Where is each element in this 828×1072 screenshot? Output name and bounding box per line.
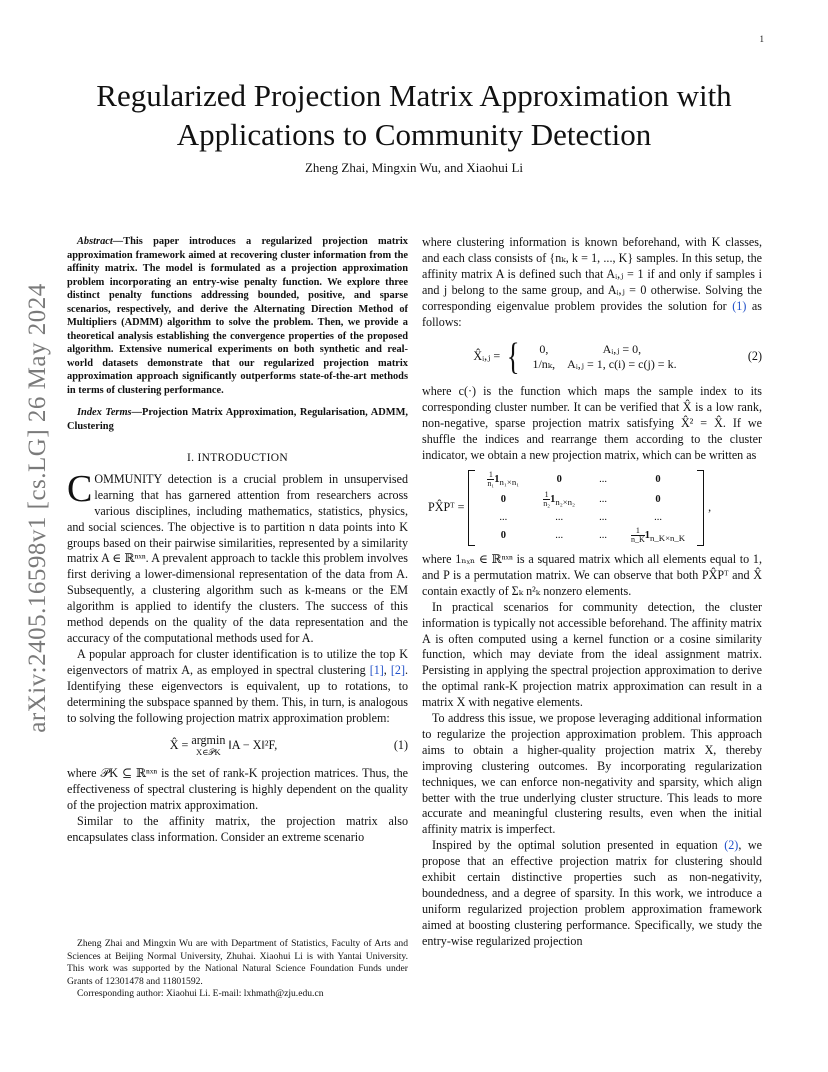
equation-1-tag: (1) — [393, 738, 408, 753]
matrix-cell: ... — [555, 529, 564, 541]
right-paragraph-3: where 1ₙₓₙ ∈ ℝⁿˣⁿ is a squared matrix which all elements equal to 1, and P is a permutation matrix. We can observe that both PX̂Pᵀ and X̂ contain exactly of Σₖ n²ₖ nonzero elements. — [422, 551, 762, 598]
matrix-cell: ... — [599, 529, 607, 541]
index-terms-text: Projection Matrix Approximation, Regularisation, ADMM, Clustering — [67, 407, 408, 432]
matrix-cell: ... — [555, 511, 564, 523]
matrix-table — [475, 470, 697, 546]
drop-cap: C — [67, 467, 93, 510]
matrix-cell: 0 — [500, 529, 506, 541]
index-terms-label: Index Terms— — [77, 407, 142, 418]
right-paragraph-1 — [422, 235, 762, 330]
page-number: 1 — [759, 34, 764, 44]
matrix-cell: ... — [654, 511, 662, 523]
equation-2-tag: (2) — [747, 349, 762, 364]
eq2-cases — [473, 336, 682, 379]
eq1-rhs: ‖A − X‖²F, — [228, 738, 278, 753]
equation-2 — [422, 336, 762, 379]
equation-2-body — [422, 336, 734, 379]
matrix-cell — [619, 526, 697, 546]
eq2-case-condition: Aᵢ,ⱼ = 0, — [602, 342, 642, 357]
intro-paragraph-1 — [67, 467, 408, 647]
eq2-case-row — [526, 357, 682, 372]
citation-2[interactable]: [2] — [390, 662, 405, 677]
right-column — [422, 235, 762, 950]
ones-symbol: 1 — [494, 473, 500, 485]
right-p1-text-b: as follows: — [422, 298, 762, 329]
eq1-subscript: X∈𝒫K — [196, 747, 221, 758]
arxiv-stamp — [14, 228, 62, 788]
eq2-case-condition: Aᵢ,ⱼ = 1, c(i) = c(j) = k. — [567, 357, 677, 372]
citation-separator: , — [383, 662, 391, 677]
section-heading-introduction: I. INTRODUCTION — [187, 452, 288, 464]
equation-ref-2[interactable]: (2) — [724, 838, 739, 853]
matrix-cell: 0 — [556, 473, 562, 485]
eq2-case-row — [526, 342, 682, 357]
intro-p1-text: OMMUNITY detection is a crucial problem in unsupervised learning that has garnered attention from researchers across various disciplines, including mathematics, statistics, physics, and social sciences. The objective is to partition n data points into K groups based on their pairwise similarities, represented by a similarity matrix A ∈ ℝⁿˣⁿ. A prevalent approach to tackle this problem involves first deriving a lower-dimensional representation of the data from A. Subsequently, a clustering algorithm such as k-means or the EM algorithm is applied to identify the clusters. The success of this method depends on the quality of the data representation and the accuracy of the computational methods used for A. — [67, 471, 408, 645]
footnote-corresponding-author: Corresponding author: Xiaohui Li. E-mail: lxhmath@zju.edu.cn — [77, 988, 324, 1000]
matrix-cell: 0 — [500, 493, 506, 505]
eq2-case-value: 0, — [539, 342, 549, 357]
ones-subscript: n₂×n₂ — [555, 496, 576, 507]
right-p6-text-b: , we propose that an effective projection matrix for clustering should exhibit certain distinctive properties such as non-negativity, boundedness, and a degree of sparsity. In this work, we introduce a uniform regularized projection problem approximation framework aimed at boosting clustering performance. Specifically, we study the entry-wise regularized projection — [422, 838, 763, 948]
fraction-denominator: n₂ — [543, 498, 551, 508]
authors: Zheng Zhai, Mingxin Wu, and Xiaohui Li — [304, 160, 524, 175]
fraction-denominator: n_K — [630, 534, 645, 544]
footnote-affiliations: Zheng Zhai and Mingxin Wu are with Department of Statistics, Faculty of Arts and Sciences at Beijing Normal University, Zhuhai. Xiaohui Li is with Yantai University. This work was supported by the National Natural Science Foundation Funds under Grants of 12301478 and 11801592. — [67, 938, 408, 987]
intro-p2-text-a: A popular approach for cluster identification is to utilize the top K eigenvectors of matrix A, as employed in spectral clustering — [67, 646, 408, 677]
eq2-case-value: 1/nₖ, — [532, 357, 556, 372]
right-paragraph-5: To address this issue, we propose leveraging additional information to regularize the projection approximation problem. This approach aims to obtain a higher-quality projection matrix X, thereby improving clustering outcomes. By incorporating regularization techniques, we can enforce non-negativity and sparsity, which align better with the true underlying cluster structure. This leads to more accurate and meaningful clustering results, even when the initial affinity matrix is imperfect. — [422, 711, 762, 837]
ones-symbol: 1 — [550, 493, 556, 505]
citation-1[interactable]: [1] — [369, 662, 384, 677]
matrix-row — [475, 526, 697, 546]
eq1-argmin — [191, 734, 225, 758]
equation-ref-1[interactable]: (1) — [732, 298, 747, 313]
right-p1-text-a: where clustering information is known beforehand, with K classes, and each class consists of {nₖ, k = 1, ..., K} samples. In this setup, the affinity matrix A is defined such that Aᵢ,ⱼ = 1 if and only if samples i and j belong to the same group, and Aᵢ,ⱼ = 0 otherwise. Solving the corresponding eigenvalue problem provides the solution for — [422, 235, 762, 313]
abstract-text: This paper introduces a regularized projection matrix approximation framework aimed at recovering cluster information from the affinity matrix. The model is formulated as a projection approximation problem incorporating an entry-wise penalty function. We explore three distinct penalty functions addressing bounded, positive, and sparse scenarios, respectively, and derive the Alternating Direction Method of Multipliers (ADMM) algorithm to solve the problem. Then, we provide a theoretical analysis establishing the convergence properties of the proposed algorithm. Extensive numerical experiments on both synthetic and real-world datasets demonstrate that our regularized projection matrix approximation approach significantly outperforms state-of-the-art methods in terms of clustering performance. — [67, 236, 408, 396]
ones-subscript: n₁×n₁ — [499, 476, 520, 487]
equation-1 — [67, 734, 408, 758]
title-line-2: Applications to Community Detection — [176, 117, 652, 152]
matrix-tail: , — [708, 500, 712, 515]
matrix-cell — [475, 470, 531, 490]
eq2-lhs: X̂ᵢ,ⱼ = — [473, 349, 501, 364]
left-column — [67, 235, 408, 846]
eq2-case-table — [526, 342, 682, 372]
arxiv-stamp-text: arXiv:2405.16598v1 [cs.LG] 26 May 2024 — [24, 283, 51, 733]
intro-paragraph-2 — [67, 647, 408, 727]
matrix-cell: 0 — [655, 473, 661, 485]
matrix-row — [475, 470, 697, 490]
title-line-1: Regularized Projection Matrix Approximation with — [96, 78, 732, 113]
ones-subscript: n_K×n_K — [650, 532, 686, 543]
eq2-brace: { — [506, 336, 520, 379]
fraction-numerator: 1 — [631, 527, 645, 536]
abstract-label: Abstract— — [77, 236, 124, 247]
block-matrix-equation — [428, 470, 762, 546]
right-paragraph-6 — [422, 838, 762, 949]
matrix-row — [475, 510, 697, 526]
right-paragraph-2: where c(·) is the function which maps the sample index to its corresponding cluster number. It can be verified that X̂ is a low rank, non-negative, sparse projection matrix satisfying X̂² = X̂. If we shuffle the indices and rearrange them according to the cluster indicator, we obtain a new projection matrix, which can be written as — [422, 384, 762, 463]
fraction-numerator: 1 — [544, 489, 549, 499]
matrix-left-bracket — [468, 470, 475, 546]
eq1-lhs: X̂ = — [169, 738, 192, 753]
fraction-denominator: n₁ — [487, 478, 495, 488]
matrix-cell — [531, 490, 587, 510]
right-paragraph-4: In practical scenarios for community detection, the cluster information is typically not accessible beforehand. The affinity matrix A is often computed using a kernel function or a cosine similarity function, which may deviate from the ideal assignment matrix. Persisting in applying the spectral projection approximation to derive the optimal rank-K projection matrix approximation can result in a matrix X with negative elements. — [422, 599, 762, 710]
index-terms — [67, 406, 408, 433]
footnotes — [67, 938, 408, 1001]
ones-symbol: 1 — [644, 529, 651, 541]
matrix-cell: ... — [499, 511, 508, 523]
matrix-cell: ... — [599, 493, 607, 505]
eq1-operator: argmin — [191, 733, 226, 748]
intro-paragraph-4: Similar to the affinity matrix, the projection matrix also encapsulates class information. Consider an extreme scenario — [67, 814, 408, 845]
fraction — [631, 527, 645, 544]
intro-p2-text-b: . Identifying these eigenvectors is equivalent, up to rotations, to determining the subspace spanned by them. This, in turn, is analogous to solving the following projection matrix approximation problem: — [67, 662, 409, 725]
equation-1-body — [67, 734, 380, 758]
matrix-lhs: PX̂Pᵀ = — [428, 500, 465, 515]
matrix-cell: ... — [599, 473, 607, 485]
intro-paragraph-3: where 𝒫K ⊆ ℝⁿˣⁿ is the set of rank-K projection matrices. Thus, the effectiveness of spectral clustering is highly dependent on the quality of the projection matrix approximation. — [67, 766, 408, 813]
fraction-numerator: 1 — [488, 469, 493, 479]
matrix-cell: ... — [599, 511, 607, 523]
paper-title — [0, 76, 828, 154]
matrix-cell: 0 — [655, 493, 661, 505]
matrix-row — [475, 490, 697, 510]
matrix-right-bracket — [697, 470, 704, 546]
block-matrix — [468, 470, 704, 546]
abstract — [67, 235, 408, 397]
right-p6-text-a: Inspired by the optimal solution presented in equation — [432, 838, 725, 853]
